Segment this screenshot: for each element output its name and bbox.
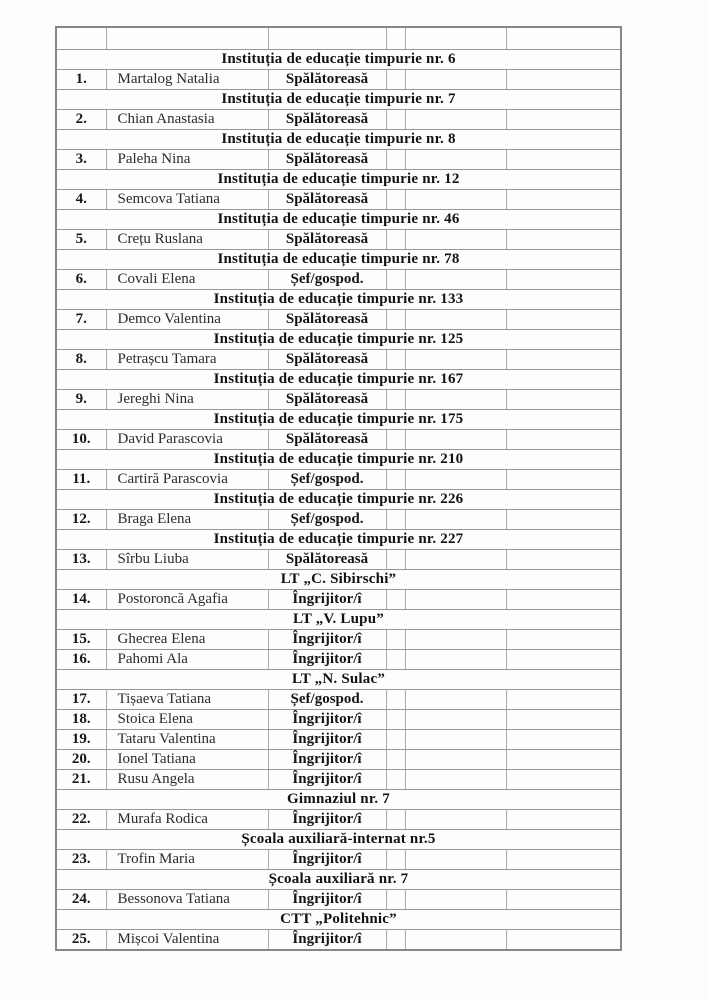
section-header-row: [56, 170, 621, 190]
person-row: [56, 750, 621, 770]
empty-cell: [506, 730, 621, 750]
empty-cell: [506, 230, 621, 250]
empty-cell: [386, 810, 405, 830]
empty-cell: [506, 590, 621, 610]
empty-cell: [405, 470, 506, 490]
person-function-cell: Spălătoreasă: [268, 390, 386, 410]
person-row: [56, 190, 621, 210]
empty-cell: [386, 390, 405, 410]
row-number-cell: 9.: [56, 390, 106, 410]
empty-cell: [386, 270, 405, 290]
section-header-row: [56, 490, 621, 510]
section-header-label: Instituția de educație timpurie nr. 125: [56, 330, 621, 350]
empty-cell: [506, 150, 621, 170]
empty-cell: [506, 27, 621, 50]
empty-cell: [506, 650, 621, 670]
section-header-label: Instituția de educație timpurie nr. 78: [56, 250, 621, 270]
row-number-cell: 18.: [56, 710, 106, 730]
person-name-cell: Ghecrea Elena: [106, 630, 268, 650]
empty-cell: [506, 350, 621, 370]
person-function-cell: Șef/gospod.: [268, 510, 386, 530]
person-row: [56, 770, 621, 790]
empty-cell: [506, 190, 621, 210]
section-header-label: Instituția de educație timpurie nr. 175: [56, 410, 621, 430]
person-function-cell: Îngrijitor/î: [268, 750, 386, 770]
empty-cell: [405, 590, 506, 610]
section-header-row: [56, 670, 621, 690]
person-function-cell: Spălătoreasă: [268, 550, 386, 570]
person-name-cell: Pahomi Ala: [106, 650, 268, 670]
section-header-label: Instituția de educație timpurie nr. 46: [56, 210, 621, 230]
person-name-cell: Chian Anastasia: [106, 110, 268, 130]
empty-cell: [405, 630, 506, 650]
empty-cell: [405, 930, 506, 951]
row-number-cell: 21.: [56, 770, 106, 790]
row-number-cell: 5.: [56, 230, 106, 250]
person-row: [56, 470, 621, 490]
person-name-cell: Braga Elena: [106, 510, 268, 530]
person-name-cell: Stoica Elena: [106, 710, 268, 730]
section-header-label: Instituția de educație timpurie nr. 12: [56, 170, 621, 190]
person-name-cell: David Parascovia: [106, 430, 268, 450]
person-name-cell: Sîrbu Liuba: [106, 550, 268, 570]
empty-cell: [405, 690, 506, 710]
empty-cell: [405, 550, 506, 570]
person-name-cell: Rusu Angela: [106, 770, 268, 790]
row-number-cell: 20.: [56, 750, 106, 770]
row-number-cell: 19.: [56, 730, 106, 750]
person-function-cell: Spălătoreasă: [268, 430, 386, 450]
row-number-cell: 3.: [56, 150, 106, 170]
section-header-label: Instituția de educație timpurie nr. 6: [56, 50, 621, 70]
section-header-row: [56, 250, 621, 270]
person-row: [56, 270, 621, 290]
person-name-cell: Tataru Valentina: [106, 730, 268, 750]
empty-cell: [405, 310, 506, 330]
empty-cell: [405, 510, 506, 530]
empty-cell: [506, 390, 621, 410]
empty-cell: [405, 270, 506, 290]
person-function-cell: Îngrijitor/î: [268, 650, 386, 670]
section-header-label: Instituția de educație timpurie nr. 7: [56, 90, 621, 110]
empty-cell: [386, 230, 405, 250]
section-header-label: Școala auxiliară nr. 7: [56, 870, 621, 890]
person-function-cell: Spălătoreasă: [268, 350, 386, 370]
row-number-cell: 23.: [56, 850, 106, 870]
section-header-label: LT „C. Sibirschi”: [56, 570, 621, 590]
empty-cell: [386, 710, 405, 730]
empty-cell: [386, 730, 405, 750]
row-number-cell: 12.: [56, 510, 106, 530]
section-header-row: [56, 410, 621, 430]
person-row: [56, 930, 621, 951]
empty-cell: [386, 430, 405, 450]
person-name-cell: Paleha Nina: [106, 150, 268, 170]
row-number-cell: 11.: [56, 470, 106, 490]
empty-cell: [506, 110, 621, 130]
row-number-cell: 16.: [56, 650, 106, 670]
row-number-cell: 1.: [56, 70, 106, 90]
section-header-row: [56, 910, 621, 930]
row-number-cell: 10.: [56, 430, 106, 450]
empty-cell: [405, 770, 506, 790]
person-row: [56, 510, 621, 530]
person-function-cell: Îngrijitor/î: [268, 590, 386, 610]
empty-cell: [386, 590, 405, 610]
empty-cell: [405, 890, 506, 910]
section-header-label: LT „V. Lupu”: [56, 610, 621, 630]
person-name-cell: Petrașcu Tamara: [106, 350, 268, 370]
empty-cell: [106, 27, 268, 50]
section-header-label: Școala auxiliară-internat nr.5: [56, 830, 621, 850]
empty-cell: [405, 190, 506, 210]
person-name-cell: Jereghi Nina: [106, 390, 268, 410]
row-number-cell: 15.: [56, 630, 106, 650]
empty-cell: [405, 430, 506, 450]
row-number-cell: 6.: [56, 270, 106, 290]
person-name-cell: Crețu Ruslana: [106, 230, 268, 250]
empty-cell: [506, 770, 621, 790]
empty-cell: [386, 110, 405, 130]
empty-cell: [405, 730, 506, 750]
person-row: [56, 390, 621, 410]
person-row: [56, 550, 621, 570]
empty-cell: [405, 810, 506, 830]
section-header-label: Instituția de educație timpurie nr. 210: [56, 450, 621, 470]
empty-cell: [405, 750, 506, 770]
person-function-cell: Îngrijitor/î: [268, 930, 386, 951]
person-name-cell: Postoroncă Agafia: [106, 590, 268, 610]
empty-cell: [386, 550, 405, 570]
row-number-cell: 13.: [56, 550, 106, 570]
section-header-row: [56, 610, 621, 630]
person-row: [56, 630, 621, 650]
section-header-label: LT „N. Sulac”: [56, 670, 621, 690]
empty-cell: [386, 930, 405, 951]
spacer-row: [56, 27, 621, 50]
section-header-row: [56, 450, 621, 470]
person-function-cell: Spălătoreasă: [268, 70, 386, 90]
section-header-row: [56, 330, 621, 350]
empty-cell: [506, 930, 621, 951]
empty-cell: [386, 310, 405, 330]
section-header-label: CTT „Politehnic”: [56, 910, 621, 930]
empty-cell: [405, 350, 506, 370]
section-header-row: [56, 130, 621, 150]
empty-cell: [506, 270, 621, 290]
person-function-cell: Spălătoreasă: [268, 110, 386, 130]
staff-table-body: [56, 27, 621, 950]
row-number-cell: 24.: [56, 890, 106, 910]
row-number-cell: 25.: [56, 930, 106, 951]
empty-cell: [386, 890, 405, 910]
empty-cell: [405, 70, 506, 90]
person-row: [56, 150, 621, 170]
empty-cell: [506, 710, 621, 730]
empty-cell: [386, 650, 405, 670]
empty-cell: [386, 510, 405, 530]
empty-cell: [506, 750, 621, 770]
empty-cell: [386, 850, 405, 870]
person-row: [56, 850, 621, 870]
empty-cell: [405, 110, 506, 130]
empty-cell: [386, 27, 405, 50]
section-header-label: Instituția de educație timpurie nr. 133: [56, 290, 621, 310]
person-name-cell: Semcova Tatiana: [106, 190, 268, 210]
person-name-cell: Bessonova Tatiana: [106, 890, 268, 910]
empty-cell: [506, 630, 621, 650]
empty-cell: [386, 190, 405, 210]
person-function-cell: Îngrijitor/î: [268, 890, 386, 910]
empty-cell: [506, 850, 621, 870]
person-row: [56, 110, 621, 130]
section-header-label: Instituția de educație timpurie nr. 8: [56, 130, 621, 150]
row-number-cell: 17.: [56, 690, 106, 710]
empty-cell: [506, 550, 621, 570]
empty-cell: [405, 390, 506, 410]
section-header-label: Instituția de educație timpurie nr. 227: [56, 530, 621, 550]
row-number-cell: 2.: [56, 110, 106, 130]
empty-cell: [386, 150, 405, 170]
person-name-cell: Murafa Rodica: [106, 810, 268, 830]
empty-cell: [506, 890, 621, 910]
section-header-row: [56, 870, 621, 890]
person-row: [56, 70, 621, 90]
empty-cell: [405, 230, 506, 250]
person-name-cell: Cartiră Parascovia: [106, 470, 268, 490]
empty-cell: [386, 70, 405, 90]
empty-cell: [386, 470, 405, 490]
empty-cell: [506, 470, 621, 490]
empty-cell: [56, 27, 106, 50]
person-row: [56, 810, 621, 830]
person-function-cell: Îngrijitor/î: [268, 730, 386, 750]
person-row: [56, 890, 621, 910]
person-function-cell: Îngrijitor/î: [268, 850, 386, 870]
person-function-cell: Spălătoreasă: [268, 310, 386, 330]
person-function-cell: Îngrijitor/î: [268, 630, 386, 650]
person-function-cell: Spălătoreasă: [268, 230, 386, 250]
person-name-cell: Trofin Maria: [106, 850, 268, 870]
empty-cell: [506, 810, 621, 830]
empty-cell: [506, 70, 621, 90]
empty-cell: [506, 310, 621, 330]
section-header-row: [56, 50, 621, 70]
empty-cell: [506, 430, 621, 450]
empty-cell: [405, 150, 506, 170]
empty-cell: [506, 690, 621, 710]
section-header-label: Instituția de educație timpurie nr. 167: [56, 370, 621, 390]
empty-cell: [405, 710, 506, 730]
empty-cell: [405, 850, 506, 870]
empty-cell: [386, 350, 405, 370]
section-header-label: Gimnaziul nr. 7: [56, 790, 621, 810]
person-function-cell: Șef/gospod.: [268, 470, 386, 490]
person-function-cell: Îngrijitor/î: [268, 710, 386, 730]
person-row: [56, 690, 621, 710]
section-header-row: [56, 530, 621, 550]
staff-table: [55, 26, 622, 951]
empty-cell: [386, 630, 405, 650]
person-row: [56, 730, 621, 750]
person-name-cell: Martalog Natalia: [106, 70, 268, 90]
section-header-row: [56, 830, 621, 850]
person-function-cell: Spălătoreasă: [268, 150, 386, 170]
person-row: [56, 350, 621, 370]
row-number-cell: 7.: [56, 310, 106, 330]
empty-cell: [386, 750, 405, 770]
row-number-cell: 22.: [56, 810, 106, 830]
person-name-cell: Demco Valentina: [106, 310, 268, 330]
person-function-cell: Șef/gospod.: [268, 690, 386, 710]
person-row: [56, 230, 621, 250]
section-header-row: [56, 90, 621, 110]
person-function-cell: Șef/gospod.: [268, 270, 386, 290]
section-header-row: [56, 790, 621, 810]
person-function-cell: Spălătoreasă: [268, 190, 386, 210]
person-name-cell: Mișcoi Valentina: [106, 930, 268, 951]
section-header-label: Instituția de educație timpurie nr. 226: [56, 490, 621, 510]
section-header-row: [56, 570, 621, 590]
empty-cell: [506, 510, 621, 530]
empty-cell: [405, 650, 506, 670]
row-number-cell: 4.: [56, 190, 106, 210]
person-function-cell: Îngrijitor/î: [268, 810, 386, 830]
section-header-row: [56, 370, 621, 390]
row-number-cell: 14.: [56, 590, 106, 610]
empty-cell: [386, 770, 405, 790]
empty-cell: [405, 27, 506, 50]
person-row: [56, 590, 621, 610]
section-header-row: [56, 290, 621, 310]
row-number-cell: 8.: [56, 350, 106, 370]
empty-cell: [386, 690, 405, 710]
empty-cell: [268, 27, 386, 50]
person-name-cell: Ionel Tatiana: [106, 750, 268, 770]
person-row: [56, 430, 621, 450]
person-row: [56, 310, 621, 330]
person-function-cell: Îngrijitor/î: [268, 770, 386, 790]
person-name-cell: Covali Elena: [106, 270, 268, 290]
person-row: [56, 650, 621, 670]
person-row: [56, 710, 621, 730]
section-header-row: [56, 210, 621, 230]
person-name-cell: Tișaeva Tatiana: [106, 690, 268, 710]
